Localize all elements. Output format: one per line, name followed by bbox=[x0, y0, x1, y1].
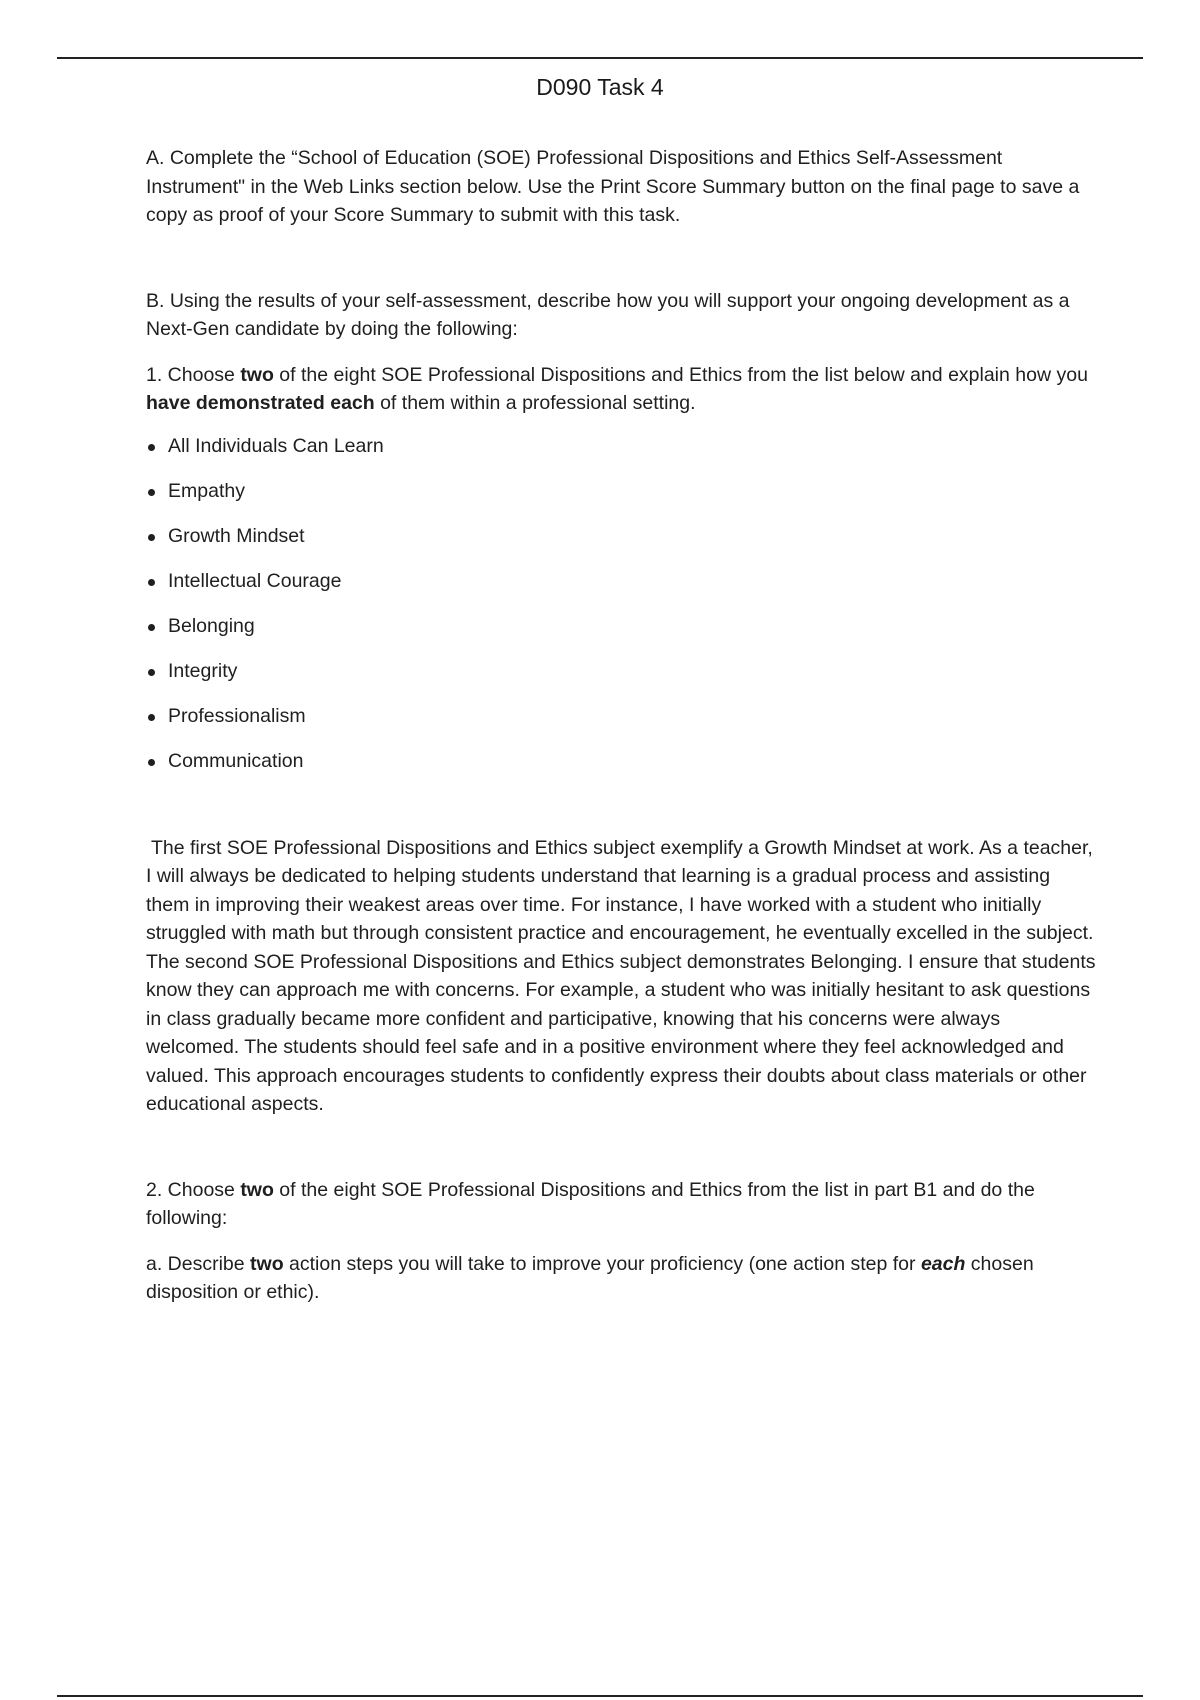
list-item bbox=[146, 522, 1096, 567]
list-item bbox=[146, 747, 1096, 792]
question-2a-text: chosen disposition or ethic). bbox=[146, 1252, 1034, 1303]
list-item bbox=[146, 432, 1096, 477]
list-item bbox=[146, 657, 1096, 702]
question-2a-bold-two: two bbox=[250, 1252, 284, 1275]
disposition-label: Professionalism bbox=[168, 704, 306, 727]
document-body bbox=[146, 144, 1096, 1307]
bullet-icon bbox=[148, 444, 155, 451]
top-rule bbox=[57, 57, 1143, 59]
question-1-text: of them within a professional setting. bbox=[374, 392, 696, 414]
question-2a-text: action steps you will take to improve your proficiency (one action step for bbox=[283, 1252, 921, 1275]
list-item bbox=[146, 477, 1096, 522]
bullet-icon bbox=[148, 714, 155, 721]
bullet-icon bbox=[148, 624, 155, 631]
bullet-icon bbox=[148, 759, 155, 766]
disposition-label: Empathy bbox=[168, 479, 245, 502]
list-item bbox=[146, 702, 1096, 747]
disposition-label: Communication bbox=[168, 749, 304, 772]
bullet-icon bbox=[148, 534, 155, 541]
disposition-label: Intellectual Courage bbox=[168, 569, 342, 592]
bullet-icon bbox=[148, 669, 155, 676]
list-item bbox=[146, 612, 1096, 657]
question-1-text: 1. Choose bbox=[146, 363, 241, 386]
question-2-bold-two: two bbox=[240, 1178, 274, 1201]
disposition-label: Growth Mindset bbox=[168, 524, 305, 547]
question-1-bold-demonstrated: have demonstrated each bbox=[146, 392, 375, 414]
response-paragraph: The first SOE Professional Dispositions and Ethics subject exemplify a Growth Mindset at work. As a teacher, I will always be dedicated to helping students understand that learning is a gradual process and assisting them in improving their weakest areas over time. For instance, I have worked with a student who initially struggled with math but through consistent practice and encouragement, he eventually excelled in the subject. The second SOE Professional Dispositions and Ethics subject demonstrates Belonging. I ensure that students know they can approach me with concerns. For example, a student who was initially hesitant to ask questions in class gradually became more confident and participative, knowing that his concerns were always welcomed. The students should feel safe and in a positive environment where they feel acknowledged and valued. This approach encourages students to confidently express their doubts about class materials or other educational aspects. bbox=[146, 836, 1096, 1115]
question-2a-text: a. Describe bbox=[146, 1252, 251, 1275]
question-2a bbox=[146, 1250, 1096, 1307]
section-b-intro: B. Using the results of your self-assessment, describe how you will support your ongoing development as a Next-Gen candidate by doing the following: bbox=[146, 289, 1070, 340]
disposition-label: Integrity bbox=[168, 659, 238, 682]
disposition-label: All Individuals Can Learn bbox=[168, 434, 384, 457]
dispositions-list bbox=[146, 432, 1096, 792]
bullet-icon bbox=[148, 579, 155, 586]
bottom-rule bbox=[57, 1695, 1143, 1697]
bullet-icon bbox=[148, 489, 155, 496]
list-item bbox=[146, 567, 1096, 612]
question-2-text: of the eight SOE Professional Dispositions and Ethics from the list in part B1 and do the following: bbox=[146, 1178, 1035, 1229]
question-1 bbox=[146, 361, 1096, 418]
question-2 bbox=[146, 1176, 1096, 1233]
question-1-bold-two: two bbox=[240, 363, 274, 386]
question-2a-bold-each: each bbox=[920, 1252, 966, 1275]
disposition-label: Belonging bbox=[168, 614, 255, 637]
page-title: D090 Task 4 bbox=[536, 74, 664, 100]
question-2-text: 2. Choose bbox=[146, 1178, 241, 1201]
question-1-text: of the eight SOE Professional Dispositions and Ethics from the list below and explain how you bbox=[273, 363, 1088, 386]
section-a-paragraph: A. Complete the “School of Education (SOE) Professional Dispositions and Ethics Self-Assessment Instrument" in the Web Links section below. Use the Print Score Summary button on the final page to save a copy as proof of your Score Summary to submit with this task. bbox=[146, 147, 1080, 226]
